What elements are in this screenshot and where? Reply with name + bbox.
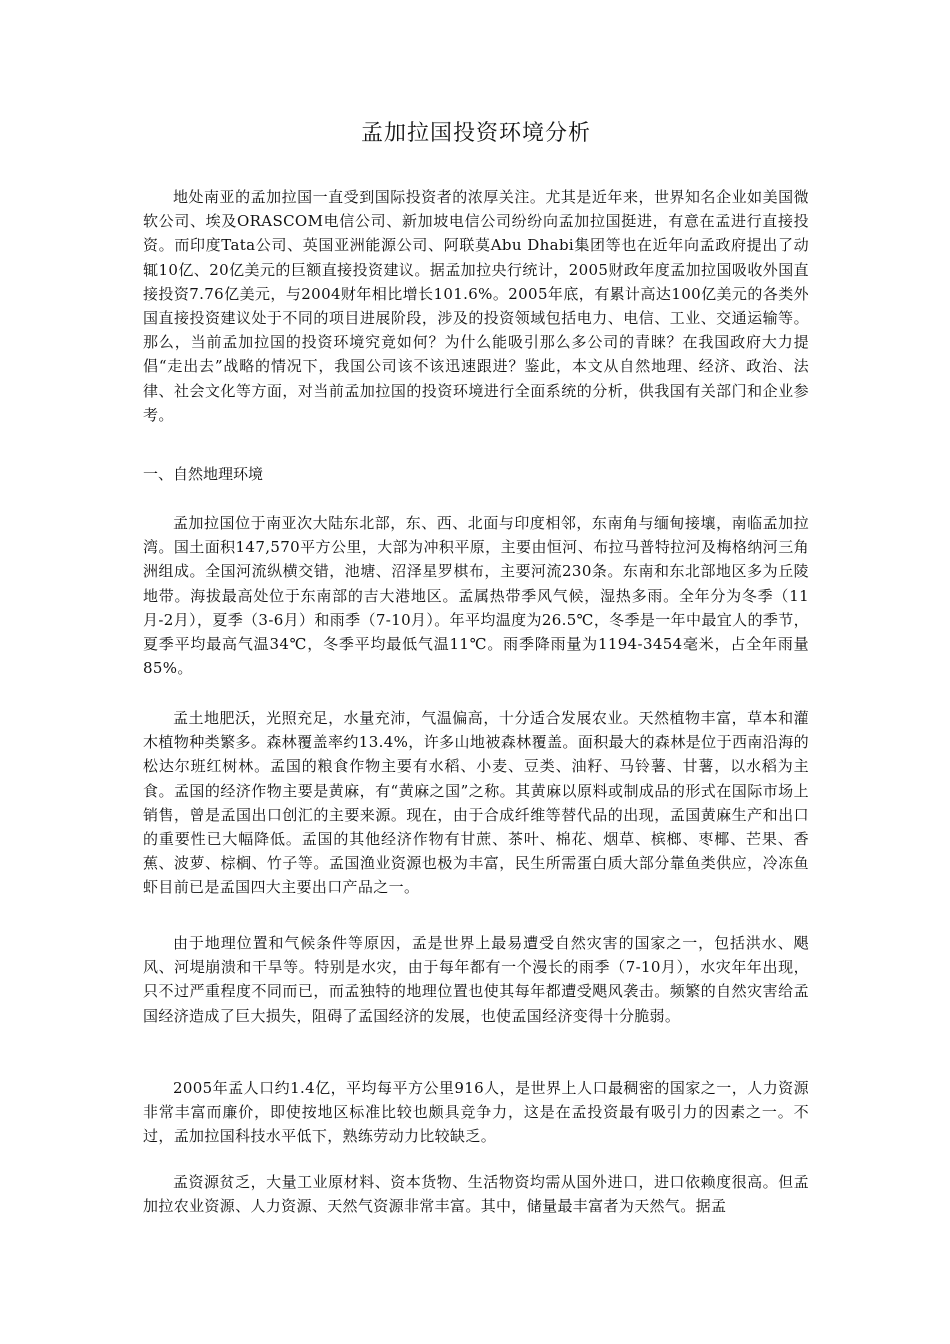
paragraph-agriculture: 孟土地肥沃，光照充足，水量充沛，气温偏高，十分适合发展农业。天然植物丰富，草本和灌木植物种类繁多。森林覆盖率约13.4%，许多山地被森林覆盖。面积最大的森林是位于西南沿海的松达尔班红树林。孟国的粮食作物主要有水稻、小麦、豆类、油籽、马铃薯、甘薯，以水稻为主食。孟国的经济作物主要是黄麻，有“黄麻之国”之称。其黄麻以原料或制成品的形式在国际市场上销售，曾是孟国出口创汇的主要来源。现在，由于合成纤维等替代品的出现，孟国黄麻生产和出口的重要性已大幅降低。孟国的其他经济作物有甘蔗、茶叶、棉花、烟草、槟榔、枣椰、芒果、香蕉、波萝、棕榈、竹子等。孟国渔业资源也极为丰富，民生所需蛋白质大部分靠鱼类供应，冷冻鱼虾目前已是孟国四大主要出口产品之一。 — [143, 709, 809, 897]
paragraph-resources: 孟资源贫乏，大量工业原材料、资本货物、生活物资均需从国外进口，进口依赖度很高。但孟加拉农业资源、人力资源、天然气资源非常丰富。其中，储量最丰富者为天然气。据孟 — [143, 1173, 809, 1216]
paragraph-location-climate: 孟加拉国位于南亚次大陆东北部，东、西、北面与印度相邻，东南角与缅甸接壤，南临孟加拉湾。国土面积147,570平方公里，大部为冲积平原，主要由恒河、布拉马普特拉河及梅格纳河三角洲组成。全国河流纵横交错，池塘、沼泽星罗棋布，主要河流230条。东南和东北部地区多为丘陵地带。海拔最高处位于东南部的吉大港地区。孟属热带季风气候，湿热多雨。全年分为冬季（11月-2月），夏季（3-6月）和雨季（7-10月）。年平均温度为26.5℃，冬季是一年中最宜人的季节，夏季平均最高气温34℃，冬季平均最低气温11℃。雨季降雨量为1194-3454毫米，占全年雨量85%。 — [143, 514, 809, 678]
document-title: 孟加拉国投资环境分析 — [360, 121, 591, 146]
paragraph-natural-disasters: 由于地理位置和气候条件等原因，孟是世界上最易遭受自然灾害的国家之一，包括洪水、飓风、河堤崩溃和干旱等。特别是水灾，由于每年都有一个漫长的雨季（7-10月），水灾年年出现，只不过严重程度不同而已，而孟独特的地理位置也使其每年都遭受飓风袭击。频繁的自然灾害给孟国经济造成了巨大损失，阻碍了孟国经济的发展，也使孟国经济变得十分脆弱。 — [143, 934, 809, 1025]
intro-paragraph: 地处南亚的孟加拉国一直受到国际投资者的浓厚关注。尤其是近年来，世界知名企业如美国微软公司、埃及ORASCOM电信公司、新加坡电信公司纷纷向孟加拉国挺进，有意在孟进行直接投资。而印度Tata公司、英国亚洲能源公司、阿联莫Abu Dhabi集团等也在近年向孟政府提出了动辄10亿、20亿美元的巨额直接投资建议。据孟加拉央行统计，2005财政年度孟加拉国吸收外国直接投资7.76亿美元，与2004财年相比增长101.6%。2005年底，有累计高达100亿美元的各类外国直接投资建议处于不同的项目进展阶段，涉及的投资领域包括电力、电信、工业、交通运输等。那么，当前孟加拉国的投资环境究竟如何？为什么能吸引那么多公司的青睐？在我国政府大力提倡“走出去”战略的情况下，我国公司该不该迅速跟进？鉴此，本文从自然地理、经济、政治、法律、社会文化等方面，对当前孟加拉国的投资环境进行全面系统的分析，供我国有关部门和企业参考。 — [143, 188, 809, 424]
section-heading-natural-geography: 一、自然地理环境 — [143, 465, 264, 483]
paragraph-population: 2005年孟人口约1.4亿，平均每平方公里916人，是世界上人口最稠密的国家之一，人力资源非常丰富而廉价，即使按地区标准比较也颇具竞争力，这是在孟投资最有吸引力的因素之一。不过，孟加拉国科技水平低下，熟练劳动力比较缺乏。 — [143, 1079, 809, 1146]
